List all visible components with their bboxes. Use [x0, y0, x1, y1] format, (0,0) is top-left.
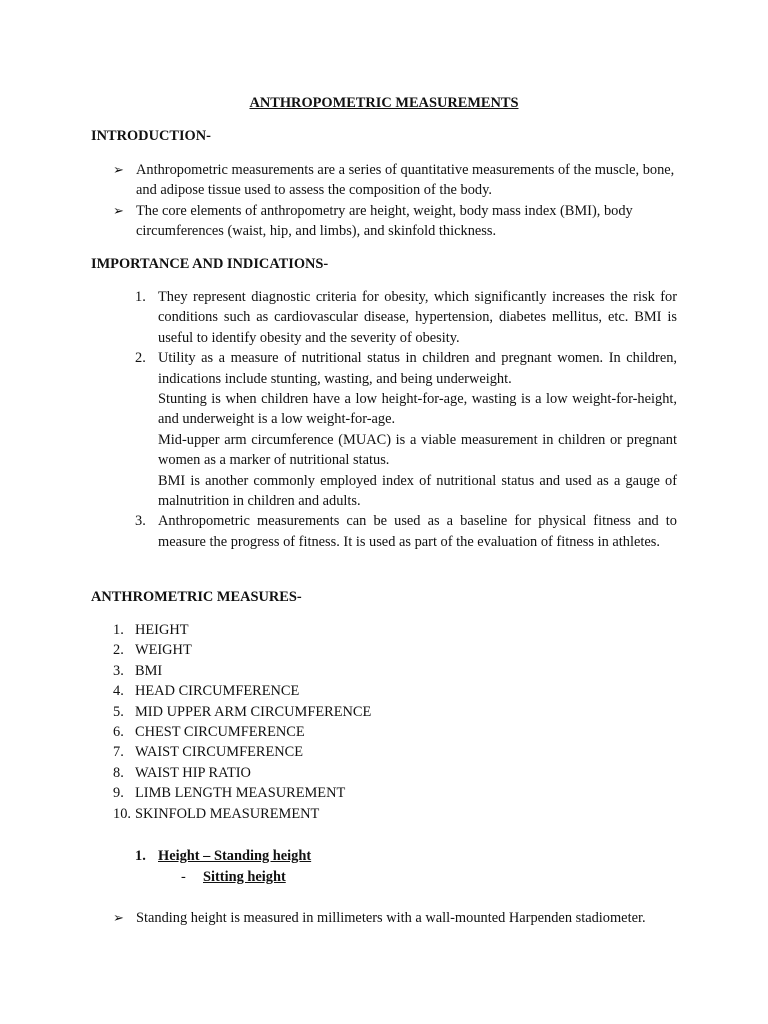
list-number: 3.: [113, 662, 124, 679]
list-item: [113, 783, 673, 803]
list-number: 1.: [113, 622, 124, 638]
section-number: 1.: [135, 848, 146, 864]
introduction-bullet-list: [113, 160, 678, 242]
measure-label: SKINFOLD MEASUREMENT: [135, 805, 320, 822]
list-item: [113, 722, 673, 742]
list-number: 9.: [113, 785, 124, 802]
importance-numbered-list: [135, 287, 677, 552]
item-paragraph: They represent diagnostic criteria for obesity, which significantly increases the risk for conditions such as cardiovascular disease, hypertension, diabetes mellitus, etc. BMI is useful to identify obesity and the severity of obesity.: [158, 289, 677, 346]
bullet-text: Anthropometric measurements are a series of quantitative measurements of the muscle, bone, and adipose tissue used to assess the composition of the body.: [136, 162, 675, 199]
list-item: [113, 681, 673, 701]
introduction-heading: INTRODUCTION-: [91, 128, 211, 144]
list-number: 2.: [113, 642, 124, 659]
measure-label: WAIST CIRCUMFERENCE: [135, 744, 304, 761]
list-number: 6.: [113, 724, 124, 741]
list-number: 5.: [113, 703, 124, 720]
measure-label: LIMB LENGTH MEASUREMENT: [135, 785, 346, 802]
measure-label: HEAD CIRCUMFERENCE: [135, 683, 300, 700]
list-number: 1.: [135, 289, 146, 305]
bullet-text: The core elements of anthropometry are height, weight, body mass index (BMI), body circumferences (waist, hip, and limbs), and skinfold thickness.: [136, 202, 633, 240]
list-item: [135, 511, 677, 552]
arrow-bullet-icon: ➢: [113, 202, 124, 218]
arrow-bullet-icon: ➢: [113, 910, 124, 925]
list-item: [113, 620, 673, 640]
item-paragraph: Mid-upper arm circumference (MUAC) is a viable measurement in children or pregnant women as a marker of nutritional status.: [158, 431, 677, 469]
height-bullet-list: [113, 908, 678, 928]
item-paragraph: Utility as a measure of nutritional status in children and pregnant women. In children, indications include stunting, wasting, and being underweight.: [158, 350, 677, 387]
list-item: [113, 742, 673, 762]
list-number: 4.: [113, 683, 124, 700]
measure-label: WAIST HIP RATIO: [135, 764, 251, 781]
list-number: 8.: [113, 764, 124, 781]
list-item: [113, 908, 678, 928]
item-paragraph: Stunting is when children have a low height-for-age, wasting is a low weight-for-height, and underweight is a low weight-for-age.: [158, 391, 677, 428]
list-item: [113, 702, 673, 722]
page-title: ANTHROPOMETRIC MEASUREMENTS: [249, 95, 519, 111]
subsection-title: Sitting height: [203, 869, 286, 885]
list-item: [135, 348, 677, 511]
arrow-bullet-icon: ➢: [113, 162, 124, 177]
measure-label: MID UPPER ARM CIRCUMFERENCE: [135, 703, 372, 720]
list-number: 10.: [113, 805, 131, 822]
measures-heading: ANTHROMETRIC MEASURES-: [91, 589, 302, 605]
section-title: Height – Standing height: [158, 848, 312, 864]
list-number: 7.: [113, 744, 124, 761]
measure-label: BMI: [135, 662, 163, 679]
list-item: [113, 640, 673, 660]
list-item: [113, 804, 673, 824]
list-number: 3.: [135, 513, 146, 530]
list-item: [113, 661, 673, 681]
list-item: [113, 763, 673, 783]
list-item: [135, 287, 677, 348]
list-number: 2.: [135, 350, 146, 367]
list-item: [113, 201, 678, 242]
measure-label: CHEST CIRCUMFERENCE: [135, 724, 305, 741]
measures-numbered-list: [113, 620, 673, 824]
bullet-text: Standing height is measured in millimeters with a wall-mounted Harpenden stadiometer.: [136, 910, 646, 926]
sitting-height-subheading: [181, 867, 286, 887]
item-paragraph: BMI is another commonly employed index of nutritional status and used as a gauge of malnutrition in children and adults.: [158, 472, 677, 510]
measure-label: WEIGHT: [135, 642, 192, 659]
importance-heading: IMPORTANCE AND INDICATIONS-: [91, 256, 329, 272]
list-item: [113, 160, 678, 201]
measure-label: HEIGHT: [135, 622, 189, 638]
height-section-heading: [135, 846, 311, 866]
item-paragraph: Anthropometric measurements can be used as a baseline for physical fitness and to measure the progress of fitness. It is used as part of the evaluation of fitness in athletes.: [158, 513, 677, 550]
dash-marker: -: [181, 869, 186, 885]
